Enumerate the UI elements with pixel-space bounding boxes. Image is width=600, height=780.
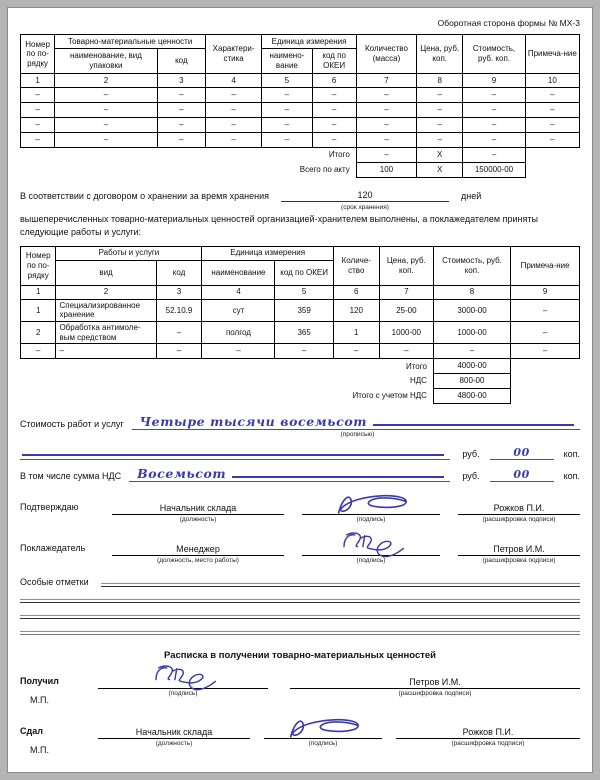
table-cell: – bbox=[21, 133, 55, 148]
vat-kopecks-field bbox=[490, 468, 554, 482]
table-cell: 1 bbox=[21, 74, 55, 88]
table-cell: – bbox=[511, 344, 580, 359]
total-label: НДС bbox=[409, 376, 427, 386]
table-cell: – bbox=[433, 344, 510, 359]
sign-caption: (подпись) bbox=[308, 740, 338, 748]
handwritten-vat-words: Восемьсот bbox=[137, 466, 227, 482]
table-cell: – bbox=[463, 103, 525, 118]
table-cell: 1 bbox=[333, 321, 379, 343]
name-caption: (расшифровка подписи) bbox=[482, 516, 556, 524]
table-cell: – bbox=[21, 118, 55, 133]
ruled-line bbox=[20, 610, 580, 619]
agreement-suffix: дней bbox=[461, 191, 482, 201]
header-cell: код по ОКЕИ bbox=[312, 49, 356, 74]
ruled-line bbox=[20, 626, 580, 635]
header-cell: наименование bbox=[202, 260, 275, 285]
cost-label: Стоимость работ и услуг bbox=[20, 419, 124, 430]
header-cell: Единица измерения bbox=[262, 35, 357, 49]
position-value: Начальник склада bbox=[135, 727, 213, 738]
name-caption: (расшифровка подписи) bbox=[398, 690, 472, 698]
kopecks-field bbox=[490, 446, 554, 460]
signature-role: Подтверждаю bbox=[20, 502, 79, 513]
column-numbers-row bbox=[21, 74, 580, 88]
header-cell: наименование, вид упаковки bbox=[55, 49, 158, 74]
table-cell: 4 bbox=[202, 285, 275, 299]
table-cell: 6 bbox=[333, 285, 379, 299]
header-cell: код bbox=[156, 260, 202, 285]
table-cell: 2 bbox=[56, 285, 156, 299]
header-cell: вид bbox=[56, 260, 156, 285]
total-label: Всего по акту bbox=[299, 165, 350, 175]
signature-rozhkov-icon bbox=[326, 489, 416, 519]
header-cell: Количе-ство bbox=[333, 246, 379, 285]
handed-role: Сдал bbox=[20, 726, 43, 737]
received-role: Получил bbox=[20, 676, 59, 687]
table-cell: 7 bbox=[379, 285, 433, 299]
name-column bbox=[396, 721, 580, 755]
table-cell: – bbox=[156, 344, 202, 359]
storage-term-value: 120 bbox=[281, 190, 449, 202]
agreement-text bbox=[20, 190, 580, 240]
total-price: X bbox=[417, 148, 463, 163]
table-cell: – bbox=[262, 133, 312, 148]
sign-caption: (подпись) bbox=[356, 516, 386, 524]
table-cell: – bbox=[262, 118, 312, 133]
table-row bbox=[21, 359, 580, 374]
position-value: Менеджер bbox=[176, 544, 220, 555]
header-cell: Характери-стика bbox=[205, 35, 261, 74]
table-cell: – bbox=[379, 344, 433, 359]
handwritten-amount-words: Четыре тысячи восемьсот bbox=[139, 414, 368, 430]
handed-row bbox=[20, 721, 580, 755]
header-cell: Номер по по-рядку bbox=[21, 246, 56, 285]
signature-column bbox=[264, 721, 382, 755]
signature-column bbox=[98, 671, 268, 705]
table-row bbox=[21, 88, 580, 103]
table-row bbox=[21, 374, 580, 389]
name-caption: (расшифровка подписи) bbox=[482, 557, 556, 565]
header-cell: Примеча-ние bbox=[511, 246, 580, 285]
table-cell: 4 bbox=[205, 74, 261, 88]
table-cell: – bbox=[356, 133, 416, 148]
services-table-totals bbox=[21, 359, 580, 404]
agreement-line-1 bbox=[20, 190, 580, 213]
stamp-placeholder: М.П. bbox=[30, 695, 49, 706]
total-value: 4000-00 bbox=[433, 359, 510, 374]
total-qty: – bbox=[356, 148, 416, 163]
document-page bbox=[7, 7, 593, 773]
signature-role: Поклажедатель bbox=[20, 543, 86, 554]
table-cell: – bbox=[312, 118, 356, 133]
ruled-line bbox=[20, 594, 580, 603]
table-cell: – bbox=[525, 103, 579, 118]
total-label: Итого с учетом НДС bbox=[352, 391, 427, 401]
position-value: Начальник склада bbox=[159, 503, 237, 514]
signer-name: Петров И.М. bbox=[409, 677, 461, 688]
name-column bbox=[458, 497, 580, 523]
blank-line bbox=[20, 444, 450, 460]
depositor-signature-row bbox=[20, 538, 580, 564]
table-cell: – bbox=[157, 118, 205, 133]
table-cell: – bbox=[312, 133, 356, 148]
signer-name: Петров И.М. bbox=[493, 544, 545, 555]
table-cell: 1000-00 bbox=[433, 321, 510, 343]
goods-table-totals bbox=[21, 148, 580, 178]
total-qty: 100 bbox=[356, 163, 416, 178]
signature-petrov-icon bbox=[335, 526, 407, 560]
services-table bbox=[20, 246, 580, 404]
services-table-body bbox=[21, 299, 580, 358]
ink-line bbox=[373, 424, 574, 426]
ruled-line bbox=[101, 578, 580, 587]
table-cell: 1 bbox=[21, 299, 56, 321]
table-row bbox=[21, 103, 580, 118]
table-cell: 8 bbox=[433, 285, 510, 299]
table-cell: – bbox=[356, 118, 416, 133]
handwritten-vat-kopecks: 00 bbox=[513, 468, 530, 482]
confirm-signature-row bbox=[20, 497, 580, 523]
name-column bbox=[290, 671, 580, 705]
total-value: 4800-00 bbox=[433, 389, 510, 404]
table-cell: 2 bbox=[21, 321, 56, 343]
position-caption: (должность) bbox=[179, 516, 217, 524]
table-cell: 5 bbox=[275, 285, 333, 299]
table-cell: – bbox=[205, 88, 261, 103]
table-row bbox=[21, 133, 580, 148]
table-cell: 9 bbox=[463, 74, 525, 88]
header-cell: Единица измерения bbox=[202, 246, 333, 260]
table-cell: – bbox=[511, 299, 580, 321]
table-cell: – bbox=[511, 321, 580, 343]
table-cell: – bbox=[525, 133, 579, 148]
table-cell: – bbox=[525, 118, 579, 133]
signer-name: Рожков П.И. bbox=[462, 727, 514, 738]
ink-line bbox=[232, 476, 444, 478]
table-cell: – bbox=[262, 103, 312, 118]
header-cell: наимено-вание bbox=[262, 49, 312, 74]
vat-label: В том числе сумма НДС bbox=[20, 471, 122, 482]
table-cell: – bbox=[55, 103, 158, 118]
header-cell: Стоимость, руб. коп. bbox=[463, 35, 525, 74]
table-cell: – bbox=[157, 103, 205, 118]
stamp-placeholder: М.П. bbox=[30, 745, 49, 756]
table-cell: – bbox=[157, 88, 205, 103]
table-cell: 359 bbox=[275, 299, 333, 321]
table-cell: – bbox=[417, 118, 463, 133]
table-row bbox=[21, 285, 580, 299]
table-cell: – bbox=[312, 103, 356, 118]
table-cell: – bbox=[55, 133, 158, 148]
rub-kop-group bbox=[462, 446, 580, 460]
special-notes-label: Особые отметки bbox=[20, 577, 89, 588]
total-value: 800-00 bbox=[433, 374, 510, 389]
table-cell: – bbox=[463, 88, 525, 103]
position-column bbox=[112, 497, 284, 523]
table-cell: 10 bbox=[525, 74, 579, 88]
table-cell: – bbox=[312, 88, 356, 103]
table-cell: – bbox=[55, 88, 158, 103]
vat-words-field bbox=[129, 466, 450, 482]
agreement-line-2: вышеперечисленных товарно-материальных ценностей организацией-хранителем выполнены, а поклажедателем приняты bbox=[20, 213, 538, 224]
table-row bbox=[21, 321, 580, 343]
header-cell: Работы и услуги bbox=[56, 246, 202, 260]
table-row bbox=[21, 163, 580, 178]
table-cell: – bbox=[205, 133, 261, 148]
table-cell: полгод bbox=[202, 321, 275, 343]
total-label: Итого bbox=[328, 150, 350, 160]
header-cell: Товарно-материальные ценности bbox=[55, 35, 206, 49]
table-cell: Обработка антимоле-вым средством bbox=[56, 321, 156, 343]
table-cell: – bbox=[417, 133, 463, 148]
header-cell: Номер по по-рядку bbox=[21, 35, 55, 74]
rub-label: руб. bbox=[462, 471, 480, 482]
table-cell: – bbox=[356, 103, 416, 118]
table-cell: 7 bbox=[356, 74, 416, 88]
rub-kop-group bbox=[462, 468, 580, 482]
table-cell: – bbox=[417, 88, 463, 103]
table-cell: 365 bbox=[275, 321, 333, 343]
rub-label: руб. bbox=[462, 449, 480, 460]
table-cell: – bbox=[205, 103, 261, 118]
position-caption: (должность) bbox=[155, 740, 193, 748]
position-column bbox=[112, 538, 284, 564]
table-cell: – bbox=[463, 133, 525, 148]
table-cell: – bbox=[21, 344, 56, 359]
services-table-header bbox=[21, 246, 580, 285]
table-cell: сут bbox=[202, 299, 275, 321]
receipt-title: Расписка в получении товарно-материальных ценностей bbox=[163, 650, 437, 662]
kop-label: коп. bbox=[563, 471, 580, 482]
form-note: Оборотная сторона формы № МХ-3 bbox=[437, 18, 580, 28]
table-cell: – bbox=[525, 88, 579, 103]
amount-words-field bbox=[132, 414, 580, 430]
amount-in-words-row bbox=[20, 414, 580, 430]
goods-table-body bbox=[21, 88, 580, 148]
storage-term-field bbox=[281, 190, 449, 213]
amount-rub-row bbox=[20, 444, 580, 460]
goods-table bbox=[20, 34, 580, 178]
goods-table-header bbox=[21, 35, 580, 74]
table-cell: 3 bbox=[156, 285, 202, 299]
table-cell: – bbox=[202, 344, 275, 359]
table-cell: – bbox=[333, 344, 379, 359]
agreement-line-3: следующие работы и услуги: bbox=[20, 227, 142, 238]
table-cell: – bbox=[21, 103, 55, 118]
table-cell: 120 bbox=[333, 299, 379, 321]
sign-caption: (подпись) bbox=[168, 690, 198, 698]
table-cell: 3000-00 bbox=[433, 299, 510, 321]
table-cell: – bbox=[463, 118, 525, 133]
header-cell: Цена, руб. коп. bbox=[417, 35, 463, 74]
table-cell: – bbox=[417, 103, 463, 118]
signature-column bbox=[302, 497, 440, 523]
table-cell: – bbox=[55, 118, 158, 133]
cost-section bbox=[20, 414, 580, 482]
table-cell: – bbox=[205, 118, 261, 133]
received-row bbox=[20, 671, 580, 705]
header-cell: Примеча-ние bbox=[525, 35, 579, 74]
words-caption: (прописью) bbox=[340, 431, 375, 439]
table-cell: 3 bbox=[157, 74, 205, 88]
signature-petrov-icon bbox=[147, 659, 219, 693]
table-cell: 25-00 bbox=[379, 299, 433, 321]
storage-term-caption: (срок хранения) bbox=[341, 204, 389, 211]
signature-rozhkov-icon bbox=[278, 713, 368, 743]
position-column bbox=[98, 721, 250, 755]
sign-caption: (подпись) bbox=[356, 557, 386, 565]
table-row bbox=[21, 118, 580, 133]
table-cell: 52.10.9 bbox=[156, 299, 202, 321]
total-cost: – bbox=[463, 148, 525, 163]
table-row bbox=[21, 148, 580, 163]
total-label: Итого bbox=[405, 361, 427, 371]
name-column bbox=[458, 538, 580, 564]
header-cell: код по ОКЕИ bbox=[275, 260, 333, 285]
table-cell: – bbox=[356, 88, 416, 103]
table-row bbox=[21, 389, 580, 404]
special-notes-section bbox=[20, 577, 580, 635]
ink-line bbox=[22, 454, 444, 456]
signature-column bbox=[302, 538, 440, 564]
agreement-prefix: В соответствии с договором о хранении за время хранения bbox=[20, 191, 269, 201]
header-cell: Цена, руб. коп. bbox=[379, 246, 433, 285]
vat-row bbox=[20, 466, 580, 482]
table-cell: – bbox=[21, 88, 55, 103]
table-row bbox=[21, 344, 580, 359]
column-numbers-row bbox=[21, 285, 580, 299]
table-cell: – bbox=[156, 321, 202, 343]
table-cell: 8 bbox=[417, 74, 463, 88]
table-cell: – bbox=[56, 344, 156, 359]
table-cell: 1000-00 bbox=[379, 321, 433, 343]
header-cell: код bbox=[157, 49, 205, 74]
signer-name: Рожков П.И. bbox=[493, 503, 545, 514]
table-cell: – bbox=[275, 344, 333, 359]
table-row bbox=[21, 299, 580, 321]
total-cost: 150000-00 bbox=[463, 163, 525, 178]
kop-label: коп. bbox=[563, 449, 580, 460]
table-cell: 6 bbox=[312, 74, 356, 88]
name-caption: (расшифровка подписи) bbox=[451, 740, 525, 748]
total-price: X bbox=[417, 163, 463, 178]
table-cell: 1 bbox=[21, 285, 56, 299]
table-cell: – bbox=[157, 133, 205, 148]
table-cell: – bbox=[262, 88, 312, 103]
header-cell: Стоимость, руб. коп. bbox=[433, 246, 510, 285]
header-cell: Количество (масса) bbox=[356, 35, 416, 74]
table-row bbox=[21, 74, 580, 88]
position-caption: (должность, место работы) bbox=[157, 557, 239, 565]
table-cell: 9 bbox=[511, 285, 580, 299]
handwritten-kopecks: 00 bbox=[513, 446, 530, 460]
table-cell: Специализированное хранение bbox=[56, 299, 156, 321]
table-cell: 2 bbox=[55, 74, 158, 88]
table-cell: 5 bbox=[262, 74, 312, 88]
